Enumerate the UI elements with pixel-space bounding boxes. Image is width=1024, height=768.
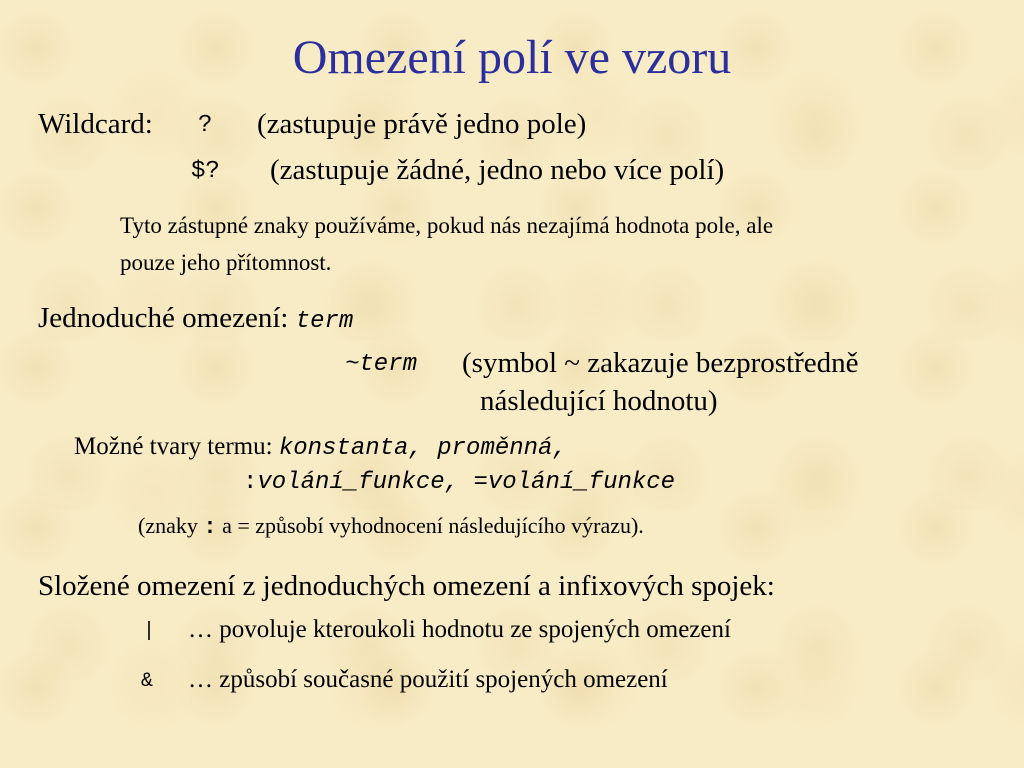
or-connector-symbol: | (143, 620, 156, 643)
term-forms-line1 (74, 433, 567, 462)
evaluation-note-prefix: (znaky (138, 513, 198, 538)
wildcard-label: Wildcard: (38, 108, 153, 140)
negation-desc-line1: (symbol ~ zakazuje bezprostředně (462, 347, 859, 379)
wildcard-multi-desc: (zastupuje žádné, jedno nebo více polí) (270, 154, 725, 186)
term-forms-list2: volání_funkce, =volání_funkce (257, 469, 676, 496)
evaluation-note-colon: : (203, 515, 217, 540)
evaluation-note-rest: a = způsobí vyhodnocení následujícího výrazu). (222, 513, 644, 538)
wildcard-single-symbol: ? (198, 112, 213, 139)
or-connector-desc: … povoluje kteroukoli hodnotu ze spojených omezení (188, 616, 731, 643)
simple-constraint-term: term (295, 308, 354, 335)
and-connector-desc: … způsobí současné použití spojených omezení (188, 666, 668, 693)
term-forms-line2 (243, 469, 675, 496)
evaluation-note (138, 513, 644, 540)
wildcard-multi-symbol: $? (191, 158, 220, 185)
term-forms-label: Možné tvary termu: (74, 433, 273, 460)
slide-title: Omezení polí ve vzoru (292, 31, 732, 84)
simple-constraint-text: Jednoduché omezení: (38, 302, 289, 334)
negation-desc-line2: následující hodnotu) (480, 385, 718, 417)
simple-constraint-label (38, 302, 353, 335)
term-forms-colon: : (243, 469, 258, 496)
negated-term: ~term (345, 351, 418, 378)
wildcard-single-desc: (zastupuje právě jedno pole) (257, 108, 587, 140)
and-connector-symbol: & (141, 670, 154, 693)
wildcard-note-line2: pouze jeho přítomnost. (120, 250, 332, 275)
wildcard-note-line1: Tyto zástupné znaky používáme, pokud nás nezajímá hodnota pole, ale (120, 213, 774, 238)
compound-heading: Složené omezení z jednoduchých omezení a infixových spojek: (38, 570, 775, 602)
term-forms-list1: konstanta, proměnná, (278, 435, 567, 462)
